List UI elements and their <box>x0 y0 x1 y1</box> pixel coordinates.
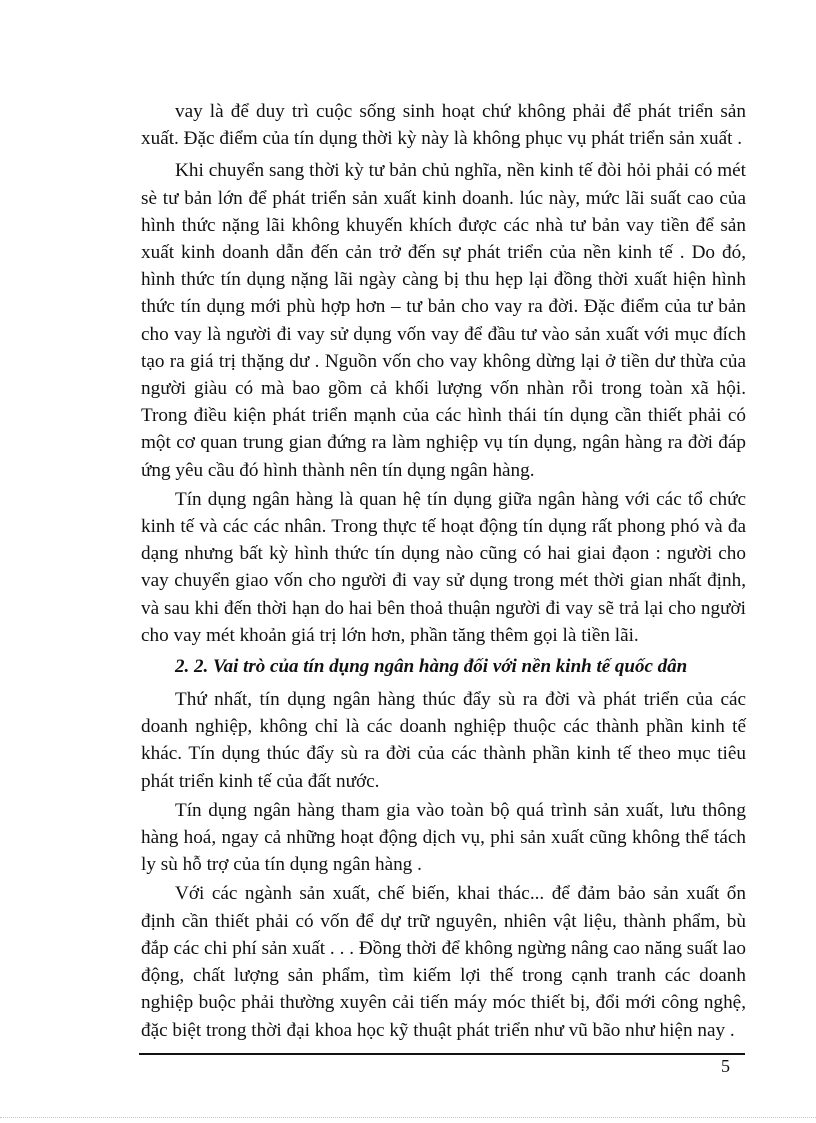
paragraph-production-circulation: Tín dụng ngân hàng tham gia vào toàn bộ quá trình sản xuất, lưu thông hàng hoá, ngay cả những hoạt động dịch vụ, phi sản xuất cũng không thể tách ly sù hỗ trợ của tín dụng ngân hàng . <box>141 799 746 876</box>
paragraph-capitalism-credit: Khi chuyển sang thời kỳ tư bản chủ nghĩa, nền kinh tế đòi hỏi phải có mét sè tư bản lớn để phát triển sản xuất kinh doanh. lúc này, mức lãi suất cao của hình thức nặng lãi không khuyến khích được các nhà tư bản vay tiền để sản xuất kinh doanh dẫn đến cản trở đến sự phát triển của nền kinh tế . Do đó, hình thức tín dụng nặng lãi ngày càng bị thu hẹp lại đồng thời xuất hiện hình thức tín dụng mới phù hợp hơn – tư bản cho vay ra đời. Đặc điểm của tư bản cho vay là người đi vay sử dụng vốn vay để đầu tư vào sản xuất với mục đích tạo ra giá trị thặng dư . Nguồn vốn cho vay không dừng lại ở tiền dư thừa của người giàu có mà bao gồm cả khối lượng vốn nhàn rỗi trong toàn xã hội. Trong điều kiện phát triển mạnh của các hình thái tín dụng cần thiết phải có một cơ quan trung gian đứng ra làm nghiệp vụ tín dụng, ngân hàng ra đời đáp ứng yêu cầu đó hình thành nên tín dụng ngân hàng. <box>141 160 746 481</box>
paragraph-bank-credit-definition: Tín dụng ngân hàng là quan hệ tín dụng giữa ngân hàng với các tổ chức kinh tế và các các nhân. Trong thực tế hoạt động tín dụng rất phong phó và đa dạng nhưng bất kỳ hình thức tín dụng nào cũng có hai giai đạon : người cho vay chuyển giao vốn cho người đi vay sử dụng trong mét thời gian nhất định, và sau khi đến thời hạn do hai bên thoả thuận người đi vay sẽ trả lại cho người cho vay mét khoản giá trị lớn hơn, phần tăng thêm gọi là tiền lãi. <box>141 488 746 646</box>
section-heading: 2. 2. Vai trò của tín dụng ngân hàng đối với nền kinh tế quốc dân <box>175 656 688 678</box>
paragraph-industries: Với các ngành sản xuất, chế biến, khai thác... để đảm bảo sản xuất ổn định cần thiết phải có vốn để dự trữ nguyên, nhiên vật liệu, thành phẩm, bù đắp các chi phí sản xuất . . . Đồng thời để không ngừng nâng cao năng suất lao động, chất lượng sản phẩm, tìm kiếm lợi thế trong cạnh tranh các doanh nghiệp buộc phải thường xuyên cải tiến máy móc thiết bị, đổi mới công nghệ, đặc biệt trong thời đại khoa học kỹ thuật phát triển như vũ bão như hiện nay . <box>141 883 746 1041</box>
page-body <box>141 98 746 1046</box>
footer-divider <box>139 1053 745 1055</box>
page-number: 5 <box>721 1056 730 1076</box>
paragraph-continuation: vay là để duy trì cuộc sống sinh hoạt chứ không phải để phát triển sản xuất. Đặc điểm của tín dụng thời kỳ này là không phục vụ phát triển sản xuất . <box>141 101 746 150</box>
paragraph-first-role: Thứ nhất, tín dụng ngân hàng thúc đẩy sù ra đời và phát triển của các doanh nghiệp, không chỉ là các doanh nghiệp thuộc các thành phần kinh tế khác. Tín dụng thúc đẩy sù ra đời của các thành phần kinh tế theo mục tiêu phát triển kinh tế của đất nước. <box>141 689 746 792</box>
page-bottom-dotted-rule <box>0 1117 816 1118</box>
